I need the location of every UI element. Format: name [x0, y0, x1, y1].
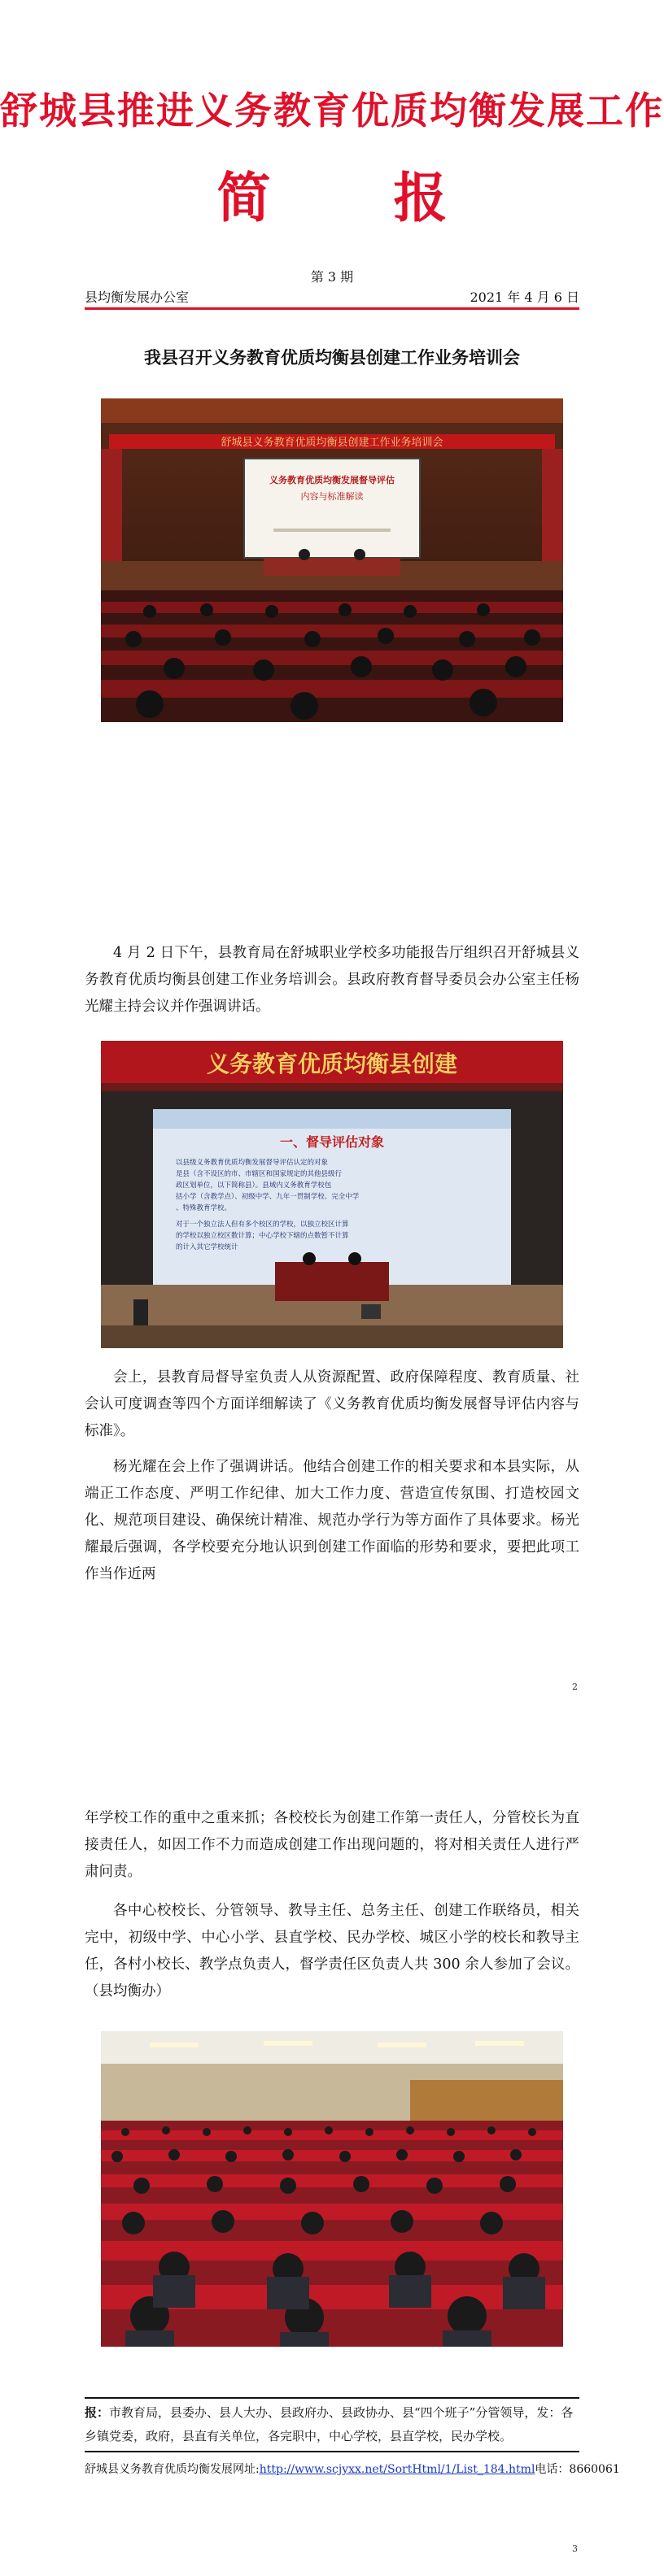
issue-number: 第 3 期: [310, 269, 354, 285]
screen-line: 的学校以独立校区数计算；中心学校下辖的点数暂不计算: [176, 1232, 349, 1240]
meeting-photo-3: [101, 2031, 563, 2347]
article-headline: 我县召开义务教育优质均衡县创建工作业务培训会: [144, 347, 520, 368]
screen-line: 、特殊教育学校。: [176, 1204, 232, 1212]
paragraph-standards-briefing: 会上，县教育局督导室负责人从资源配置、政府保障程度、教育质量、社会认可度调查等四个方面详细解读了《义务教育优质均衡发展督导评估内容与标准》。: [85, 1369, 579, 1439]
meeting-photo-2: [101, 1041, 563, 1348]
screen-line: 括小学（含教学点）、初级中学、九年一贯制学校、完全中学: [176, 1193, 360, 1201]
masthead-subtitle: 简 报: [216, 166, 500, 229]
screen-subtitle-text: 内容与标准解读: [300, 491, 364, 502]
distribution-label: 报：: [85, 2405, 110, 2420]
website-line: [85, 2461, 620, 2477]
paragraph-speech-continued: 年学校工作的重中之重来抓；各校校长为创建工作第一责任人，分管校长为直接责任人，如因工作不力而造成创建工作出现问题的，将对相关责任人进行严肃问责。: [85, 1810, 579, 1880]
issuing-office: 县均衡发展办公室: [85, 289, 190, 305]
website-link[interactable]: http://www.scjyxx.net/SortHtml/1/List_184.html: [259, 2463, 535, 2476]
stage-banner-text: 舒城县义务教育优质均衡县创建工作业务培训会: [221, 437, 443, 449]
phone-number: 电话：8660061: [535, 2463, 620, 2476]
screen-heading-text: 一、督导评估对象: [279, 1134, 385, 1150]
screen-title-text: 义务教育优质均衡发展督导评估: [269, 475, 395, 485]
page-number: 3: [572, 2543, 578, 2554]
screen-line: 政区划单位，以下简称县）。县域内义务教育学校包: [176, 1181, 332, 1190]
paragraph-director-speech: 杨光耀在会上作了强调讲话。他结合创建工作的相关要求和本县实际，从端正工作态度、严明工作纪律、加大工作力度、营造宣传氛围、打造校园文化、规范项目建设、确保统计精准、规范办学行为等方面作了具体要求。杨光耀最后强调，各学校要充分地认识到创建工作面临的形势和要求，要把此项工作当作近两: [85, 1459, 579, 1582]
masthead-title: 舒城县推进义务教育优质均衡发展工作: [0, 89, 664, 133]
distribution-list: [85, 2397, 579, 2452]
screen-line: 以县级义务教育优质均衡发展督导评估认定的对象: [176, 1159, 329, 1167]
screen-line: 对于一个独立法人但有多个校区的学校，以独立校区计算: [176, 1221, 349, 1229]
paragraph-attendees: 各中心校校长、分管领导、教导主任、总务主任、创建工作联络员，相关完中，初级中学、中心小学、县直学校、民办学校、城区小学的校长和教导主任，各村小校长、教学点负责人，督学责任区负责人共 300 余人参加了会议。（县均衡办）: [85, 1903, 579, 1999]
website-label: 舒城县义务教育优质均衡发展网址:: [85, 2463, 260, 2476]
masthead-divider: [85, 307, 579, 310]
stage-banner-text-2: 义务教育优质均衡县创建: [206, 1051, 458, 1077]
screen-line: 的计入其它学校统计: [176, 1243, 238, 1251]
distribution-text: 市教育局，县委办、县人大办、县政府办、县政协办、县“四个班子”分管领导，发：各乡镇党委，政府，县直有关单位，各完职中，中心学校，县直学校，民办学校。: [85, 2405, 574, 2443]
issue-date: 2021 年 4 月 6 日: [470, 289, 579, 305]
screen-line: 是县（含不设区的市、市辖区和国家规定的其他县级行: [176, 1170, 343, 1178]
meeting-photo-1: [101, 398, 563, 722]
page-number: 2: [572, 1682, 578, 1692]
paragraph-meeting-intro: 4 月 2 日下午，县教育局在舒城职业学校多功能报告厅组织召开舒城县义务教育优质均衡县创建工作业务培训会。县政府教育督导委员会办公室主任杨光耀主持会议并作强调讲话。: [85, 945, 579, 1015]
